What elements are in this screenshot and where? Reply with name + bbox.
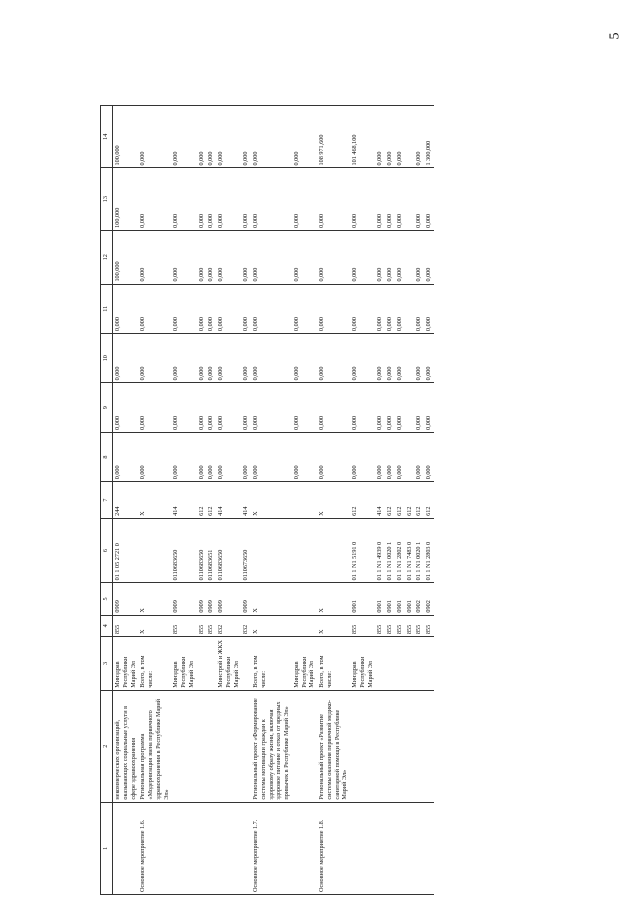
table-cell: 855 (405, 615, 415, 636)
table-cell: 0,000 (138, 333, 171, 382)
table-cell: 0,000 (292, 106, 317, 168)
column-header: 5 (101, 583, 113, 615)
table-cell: 0,000 (206, 106, 216, 168)
table-cell: 01 1 N1 4939 0 (375, 518, 385, 582)
table-cell: 0,000 (375, 333, 385, 382)
table-body (101, 106, 434, 895)
table-cell (292, 482, 317, 519)
table-cell: 0,000 (350, 333, 375, 382)
table-cell: 0,000 (206, 432, 216, 481)
table-cell: 0,000 (113, 333, 139, 382)
column-header: 2 (101, 690, 113, 802)
table-cell: 0,000 (138, 168, 171, 230)
table-cell: 0,000 (350, 432, 375, 481)
table-cell: 0,000 (138, 383, 171, 432)
table-cell: 855 (395, 615, 405, 636)
table-cell: 0,000 (317, 333, 350, 382)
table-cell: 0902 (424, 583, 434, 615)
table-cell: 0,000 (350, 230, 375, 284)
table-cell: 0,000 (251, 432, 292, 481)
table-cell (395, 637, 405, 691)
table-cell: 100,000 (113, 168, 139, 230)
table-cell (292, 615, 317, 636)
table-cell (251, 518, 292, 582)
table-cell: 0,000 (197, 106, 207, 168)
table-row (197, 106, 207, 895)
table-cell: 108 971,600 (317, 106, 350, 168)
table-cell: 612 (350, 482, 375, 519)
table-cell: 0,000 (241, 333, 251, 382)
table-cell: 0,000 (375, 168, 385, 230)
table-cell: 0,000 (241, 230, 251, 284)
table-row (350, 106, 375, 895)
table-cell (405, 333, 415, 382)
table-cell: 0,000 (424, 230, 434, 284)
table-cell: 0,000 (385, 284, 395, 333)
table-row (424, 106, 434, 895)
table-cell: 0909 (241, 583, 251, 615)
table-cell (405, 106, 415, 168)
table-cell: 0110683651 (206, 518, 216, 582)
table-cell: 0901 (350, 583, 375, 615)
table-cell: 0,000 (385, 230, 395, 284)
table-cell: 0,000 (292, 168, 317, 230)
table-cell: 01 1 N1 0020 1 (385, 518, 395, 582)
table-cell: 101 468,100 (350, 106, 375, 168)
column-header: 11 (101, 284, 113, 333)
table-cell (395, 802, 405, 894)
table-cell: 0,000 (395, 432, 405, 481)
table-cell: 0901 (385, 583, 395, 615)
table-cell: 0,000 (414, 432, 424, 481)
table-cell: 0,000 (241, 383, 251, 432)
table-cell: 414 (171, 482, 196, 519)
table-cell (197, 802, 207, 894)
table-row (251, 106, 292, 895)
budget-table (100, 105, 434, 895)
table-cell: 0,000 (197, 432, 207, 481)
table-cell: 855 (206, 615, 216, 636)
table-row (138, 106, 171, 895)
table-cell: 0,000 (138, 284, 171, 333)
table-cell: 0,000 (414, 106, 424, 168)
table-cell: 0,000 (113, 284, 139, 333)
table-cell: 0,000 (138, 230, 171, 284)
table-cell: 0,000 (171, 333, 196, 382)
table-cell: 0,000 (317, 284, 350, 333)
table-cell (405, 383, 415, 432)
table-cell (405, 690, 415, 802)
table-cell: Х (138, 583, 171, 615)
table-cell (395, 690, 405, 802)
table-row (241, 106, 251, 895)
table-cell: 612 (197, 482, 207, 519)
table-cell (292, 690, 317, 802)
table-cell: 0,000 (317, 383, 350, 432)
table-row (414, 106, 424, 895)
table-cell: 01 1 N1 2803 0 (424, 518, 434, 582)
column-header: 8 (101, 432, 113, 481)
table-cell: 612 (414, 482, 424, 519)
table-row (113, 106, 139, 895)
table-cell: 0901 (405, 583, 415, 615)
table-cell: Минздрав Республики Марий Эл (292, 637, 317, 691)
table-cell (405, 168, 415, 230)
table-cell: 612 (405, 482, 415, 519)
page-number: 5 (607, 32, 623, 40)
table-cell: 855 (350, 615, 375, 636)
table-cell: 0,000 (385, 432, 395, 481)
table-cell (171, 802, 196, 894)
table-cell: 0,000 (171, 230, 196, 284)
table-cell: 0902 (414, 583, 424, 615)
table-cell: 0909 (113, 583, 139, 615)
table-cell (206, 802, 216, 894)
table-cell: 855 (197, 615, 207, 636)
table-cell: 0,000 (292, 333, 317, 382)
table-cell: Основное мероприятие 1.8. (317, 802, 350, 894)
column-header: 12 (101, 230, 113, 284)
table-cell: Минздрав Республики Марий Эл (113, 637, 139, 691)
table-cell (206, 637, 216, 691)
table-cell: 0,000 (395, 230, 405, 284)
table-cell (197, 637, 207, 691)
table-cell: 0,000 (375, 230, 385, 284)
table-cell: Х (251, 615, 292, 636)
table-cell: 0,000 (251, 333, 292, 382)
table-cell (241, 690, 251, 802)
table-row (171, 106, 196, 895)
table-cell: 0,000 (317, 432, 350, 481)
table-cell: Минстрой и ЖКХ Республики Марий Эл (216, 637, 241, 691)
table-cell: Основное мероприятие 1.6. (138, 802, 171, 894)
table-cell: некоммерческих организаций, оказывающих социальные услуги в сфере здравоохранения (113, 690, 139, 802)
table-cell (414, 802, 424, 894)
table-cell: 0,000 (216, 432, 241, 481)
table-row (385, 106, 395, 895)
table-cell: Х (317, 615, 350, 636)
table-cell: 855 (424, 615, 434, 636)
column-header: 13 (101, 168, 113, 230)
table-cell: 0,000 (171, 284, 196, 333)
table-cell (241, 637, 251, 691)
table-cell: 0,000 (395, 168, 405, 230)
column-header: 7 (101, 482, 113, 519)
table-cell: 0,000 (385, 333, 395, 382)
table-cell (424, 637, 434, 691)
table-cell: 612 (385, 482, 395, 519)
rotated-table-page (100, 105, 620, 895)
table-cell: 0901 (375, 583, 385, 615)
table-cell (216, 690, 241, 802)
table-row (395, 106, 405, 895)
table-cell: 832 (241, 615, 251, 636)
table-cell: 414 (216, 482, 241, 519)
table-cell: 0,000 (424, 284, 434, 333)
table-cell: 0,000 (350, 383, 375, 432)
table-cell: 0,000 (395, 106, 405, 168)
table-cell: Основное мероприятие 1.7. (251, 802, 292, 894)
table-cell: 0,000 (375, 106, 385, 168)
table-cell (385, 637, 395, 691)
table-row (405, 106, 415, 895)
table-cell: Х (138, 482, 171, 519)
table-cell: 0,000 (395, 284, 405, 333)
table-cell: 0,000 (414, 383, 424, 432)
table-cell (414, 690, 424, 802)
table-cell: 0,000 (395, 333, 405, 382)
table-cell: Всего, в том числе: (251, 637, 292, 691)
table-cell (113, 802, 139, 894)
table-cell: 612 (395, 482, 405, 519)
table-cell: 0,000 (251, 106, 292, 168)
table-cell (206, 690, 216, 802)
table-cell (171, 690, 196, 802)
table-cell (317, 518, 350, 582)
table-cell: 0,000 (395, 383, 405, 432)
table-cell: 0,000 (197, 284, 207, 333)
table-cell: 0,000 (424, 383, 434, 432)
table-cell: 100,000 (113, 230, 139, 284)
table-cell: 0,000 (241, 284, 251, 333)
table-cell: 855 (375, 615, 385, 636)
table-cell: 0,000 (241, 106, 251, 168)
table-cell: 244 (113, 482, 139, 519)
table-cell: 0,000 (171, 168, 196, 230)
table-cell: 0,000 (197, 168, 207, 230)
table-row (292, 106, 317, 895)
table-cell: Х (251, 583, 292, 615)
table-cell: 0110683650 (197, 518, 207, 582)
table-cell: 01 1 05 2721 0 (113, 518, 139, 582)
table-cell: 01 1 N1 2802 0 (395, 518, 405, 582)
table-cell: 0901 (395, 583, 405, 615)
table-cell: 0,000 (216, 230, 241, 284)
table-cell: 0909 (206, 583, 216, 615)
table-cell: 0,000 (171, 432, 196, 481)
column-header: 10 (101, 333, 113, 382)
table-cell (138, 518, 171, 582)
table-cell: 0,000 (206, 333, 216, 382)
table-cell (292, 518, 317, 582)
table-cell: 01 1 N1 0020 1 (414, 518, 424, 582)
table-cell: 0,000 (197, 383, 207, 432)
column-header: 6 (101, 518, 113, 582)
table-cell: 0,000 (385, 106, 395, 168)
table-cell: 0,000 (424, 168, 434, 230)
column-header: 14 (101, 106, 113, 168)
header-row (101, 106, 113, 895)
table-cell: 0909 (171, 583, 196, 615)
table-cell: 0110673650 (241, 518, 251, 582)
table-cell (350, 690, 375, 802)
table-cell: Х (317, 583, 350, 615)
table-cell: 855 (414, 615, 424, 636)
table-cell: Региональный проект «Формирование системы мотивации граждан к здоровому образу жизни, включая здоровое питание и отказ от вредных привычек в Республике Марий Эл» (251, 690, 292, 802)
table-cell (292, 802, 317, 894)
table-cell (375, 637, 385, 691)
table-cell: 0,000 (414, 168, 424, 230)
table-cell (292, 583, 317, 615)
table-cell (350, 802, 375, 894)
table-cell (405, 230, 415, 284)
table-cell: 0,000 (171, 106, 196, 168)
table-cell: 0,000 (113, 432, 139, 481)
table-cell (385, 690, 395, 802)
table-cell: 0,000 (216, 383, 241, 432)
table-cell: 0,000 (241, 432, 251, 481)
table-cell: 612 (206, 482, 216, 519)
table-cell (197, 690, 207, 802)
table-cell: 0,000 (424, 432, 434, 481)
table-cell: 0110683650 (171, 518, 196, 582)
table-cell (405, 637, 415, 691)
table-cell: 0,000 (292, 230, 317, 284)
table-cell: 0,000 (317, 230, 350, 284)
table-cell: Х (138, 615, 171, 636)
table-cell: 0,000 (206, 230, 216, 284)
table-row (375, 106, 385, 895)
column-header: 4 (101, 615, 113, 636)
table-cell: 0,000 (251, 284, 292, 333)
table-cell: 855 (385, 615, 395, 636)
table-cell: Региональная программа «Модернизация звена первичного здравоохранения в Республике Марий Эл» (138, 690, 171, 802)
table-cell (424, 690, 434, 802)
table-cell: 01 1 N1 7483 0 (405, 518, 415, 582)
table-cell: 0,000 (414, 333, 424, 382)
table-cell: 832 (216, 615, 241, 636)
table-cell: 0,000 (197, 333, 207, 382)
table-cell (375, 690, 385, 802)
table-cell: 414 (241, 482, 251, 519)
table-cell: Х (317, 482, 350, 519)
table-cell: 0,000 (251, 230, 292, 284)
table-cell: Всего, в том числе: (317, 637, 350, 691)
table-cell: Минздрав Республики Марий Эл (171, 637, 196, 691)
table-cell: 0,000 (350, 284, 375, 333)
table-cell (405, 432, 415, 481)
table-cell: 0,000 (216, 106, 241, 168)
table-cell: 100,000 (113, 106, 139, 168)
table-cell (241, 802, 251, 894)
table-cell: 0,000 (113, 383, 139, 432)
table-cell: 855 (171, 615, 196, 636)
table-cell: 0,000 (292, 383, 317, 432)
table-cell (424, 802, 434, 894)
table-cell (375, 802, 385, 894)
table-row (317, 106, 350, 895)
table-cell: 0909 (197, 583, 207, 615)
table-cell: 0,000 (251, 383, 292, 432)
table-cell: 0,000 (424, 333, 434, 382)
table-cell: Х (251, 482, 292, 519)
table-cell: 612 (424, 482, 434, 519)
table-cell: 0,000 (385, 168, 395, 230)
table-cell: 0,000 (375, 284, 385, 333)
table-cell: 0,000 (171, 383, 196, 432)
table-cell: 0,000 (251, 168, 292, 230)
table-cell: 0,000 (206, 284, 216, 333)
table-row (206, 106, 216, 895)
table-cell: 855 (113, 615, 139, 636)
table-cell: 0,000 (138, 106, 171, 168)
table-cell: 0,000 (216, 333, 241, 382)
table-cell (216, 802, 241, 894)
table-cell: 0,000 (375, 383, 385, 432)
table-cell: 0,000 (375, 432, 385, 481)
table-cell: 0,000 (216, 168, 241, 230)
table-cell: 0,000 (138, 432, 171, 481)
column-header: 3 (101, 637, 113, 691)
table-cell: 0,000 (414, 230, 424, 284)
table-cell: Минздрав Республики Марий Эл (350, 637, 375, 691)
table-cell: 0110683650 (216, 518, 241, 582)
table-cell: 0,000 (385, 383, 395, 432)
table-cell: 0,000 (206, 168, 216, 230)
column-header: 1 (101, 802, 113, 894)
table-cell: Региональный проект «Развитие системы оказания первичной медико-санитарной помощи в Республике Марий Эл» (317, 690, 350, 802)
table-cell (405, 802, 415, 894)
table-cell (414, 637, 424, 691)
table-cell: 0,000 (292, 284, 317, 333)
table-cell: 0,000 (197, 230, 207, 284)
table-cell (385, 802, 395, 894)
table-cell: 0,000 (317, 168, 350, 230)
table-cell: Всего, в том числе: (138, 637, 171, 691)
table-cell (405, 284, 415, 333)
table-cell: 0,000 (241, 168, 251, 230)
column-header: 9 (101, 383, 113, 432)
table-cell: 0,000 (350, 168, 375, 230)
table-cell: 0,000 (292, 432, 317, 481)
table-cell: 0,000 (206, 383, 216, 432)
table-cell: 0,000 (414, 284, 424, 333)
table-row (216, 106, 241, 895)
table-cell: 414 (375, 482, 385, 519)
table-cell: 0,000 (216, 284, 241, 333)
table-cell: 1 300,000 (424, 106, 434, 168)
table-cell: 01 1 N1 5191 0 (350, 518, 375, 582)
table-cell: 0909 (216, 583, 241, 615)
